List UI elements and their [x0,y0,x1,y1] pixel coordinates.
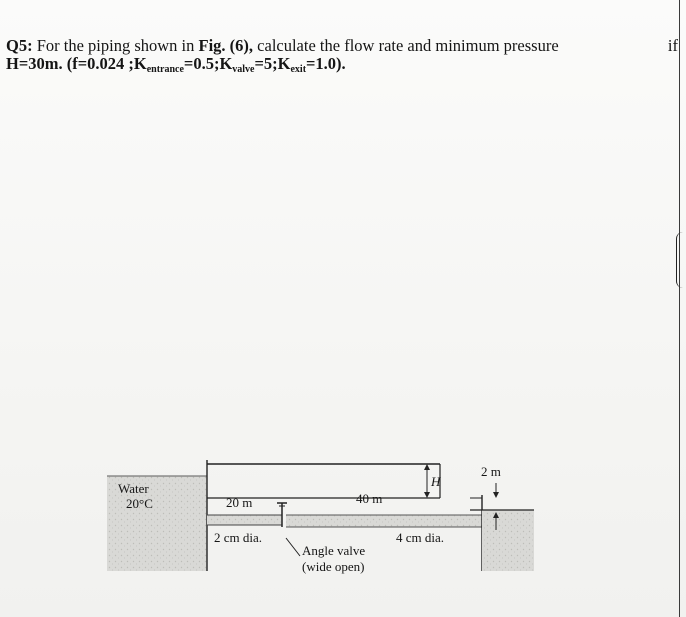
water-label: Water [118,481,149,496]
large-pipe-section [286,515,482,527]
head-and-friction: H=30m. (f=0.024 ;K [6,54,147,73]
drop-arrow-down-head [493,492,499,498]
question-line-1 [6,37,678,55]
question-main-text [6,37,559,55]
k-exit-value: =1.0). [306,54,346,73]
k-entrance-value: =0.5;K [183,54,233,73]
k-exit-subscript: exit [290,64,307,75]
k-valve-value: =5;K [254,54,291,73]
head-label: H [431,474,441,489]
page-edge-bracket [676,232,683,288]
valve-leader-line [286,538,300,556]
question-line-2 [6,55,678,79]
left-diameter-label: 2 cm dia. [214,530,263,545]
small-pipe-section [207,515,282,525]
question-trailing-word: if [667,36,678,55]
question-text-after: calculate the flow rate and minimum pressure [257,36,559,55]
question-number: Q5: [6,36,33,55]
k-valve-subscript: valve [232,64,255,75]
head-arrow-top [424,464,430,470]
k-entrance-subscript: entrance [146,64,184,75]
question-block [6,37,678,79]
piping-figure [0,440,686,617]
figure-reference: Fig. (6), [198,36,254,55]
head-arrow-bottom [424,492,430,498]
angle-valve-label: Angle valve [302,543,366,558]
drop-2m-label: 2 m [481,464,501,479]
valve-state-label: (wide open) [302,559,365,574]
piping-diagram [0,440,686,617]
temperature-label: 20°C [126,496,153,511]
question-text-before: For the piping shown in [36,36,195,55]
length-40m-label: 40 m [356,491,383,506]
right-reservoir-water [482,510,534,571]
right-diameter-label: 4 cm dia. [396,530,445,545]
length-20m-label: 20 m [226,495,253,510]
